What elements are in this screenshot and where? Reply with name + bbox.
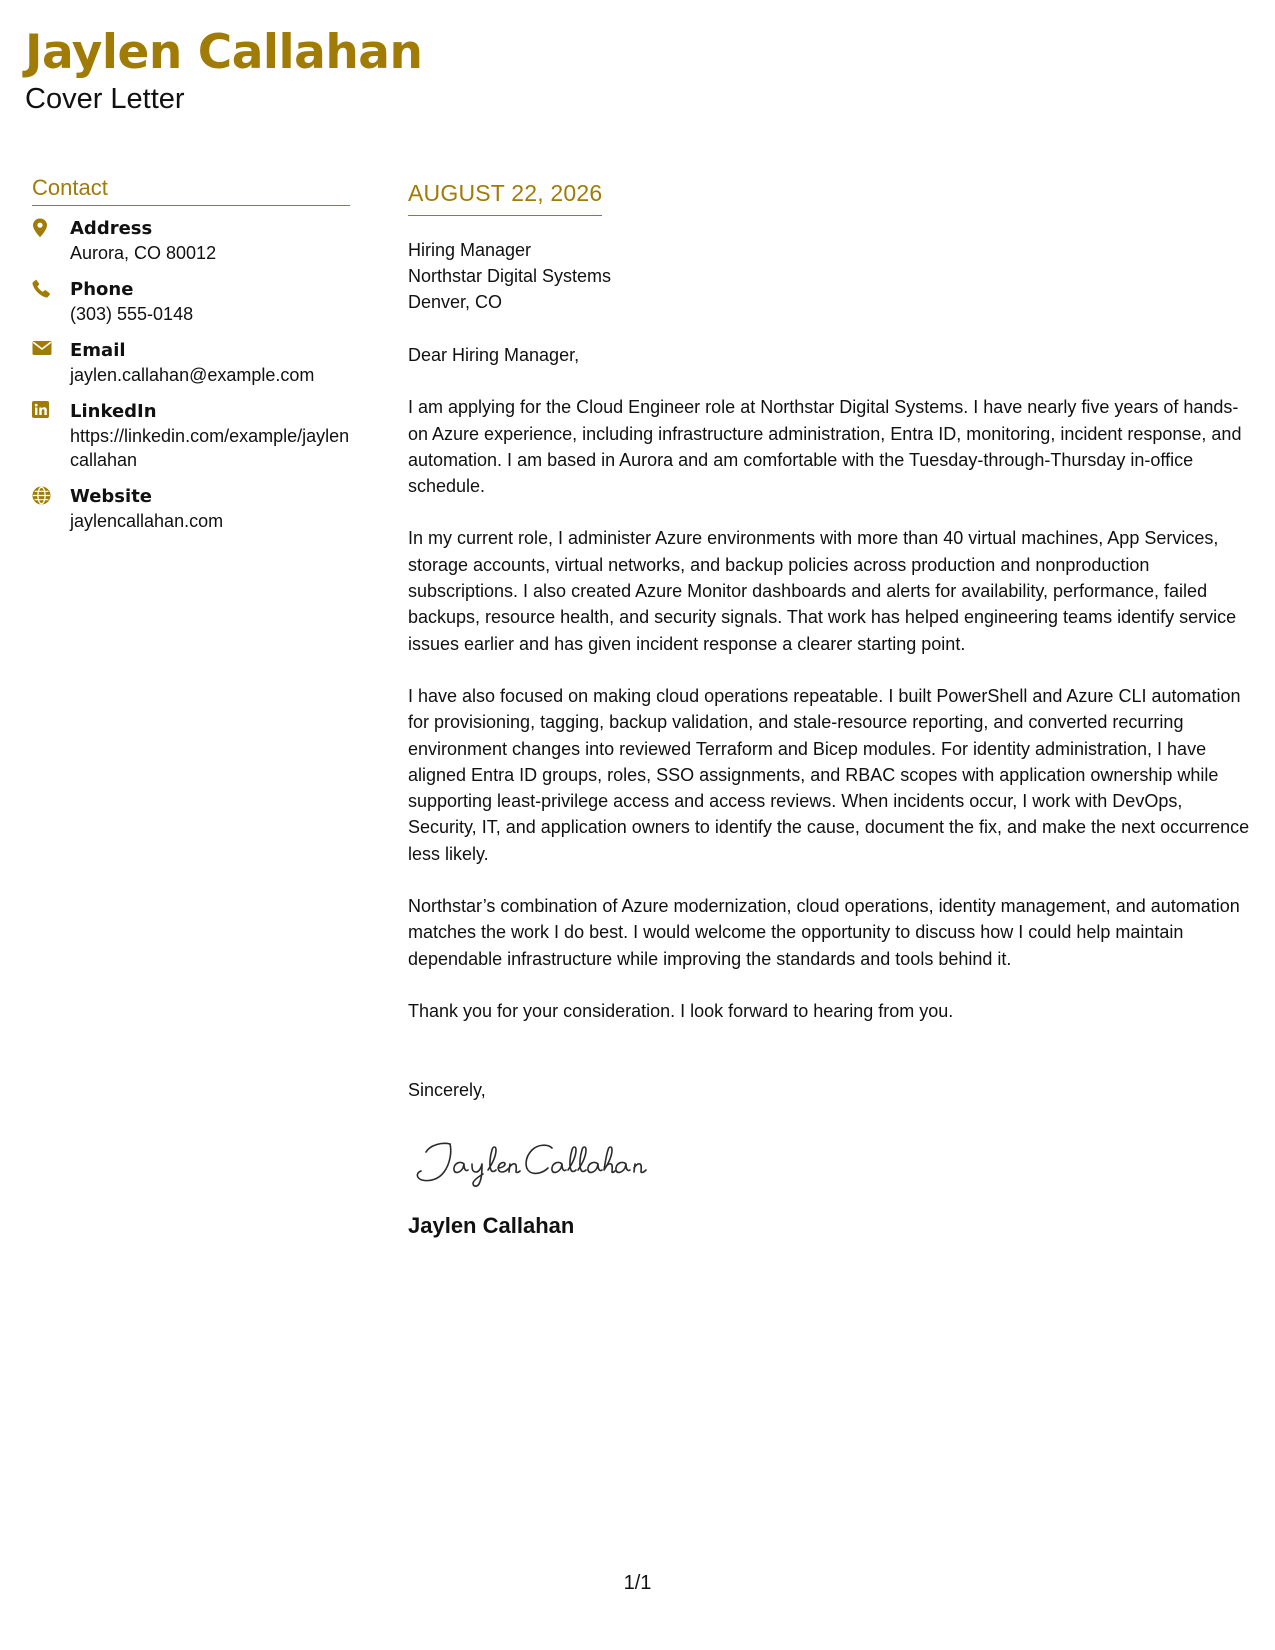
- letter-paragraph: Thank you for your consideration. I look forward to hearing from you.: [408, 1000, 954, 1021]
- contact-item-email: [32, 338, 350, 387]
- email-value[interactable]: jaylen.callahan@example.com: [70, 365, 315, 385]
- closing: Sincerely,: [408, 1080, 486, 1101]
- linkedin-label: LinkedIn: [70, 401, 157, 422]
- contact-item-address: [32, 216, 350, 265]
- recipient-line: Northstar Digital Systems: [408, 266, 612, 286]
- letter-paragraph: In my current role, I administer Azure environments with more than 40 virtual machines, App Services, storage accounts, virtual networks, and backup policies across production and nonproduction subscriptions. I also created Azure Monitor dashboards and alerts for availability, performance, failed backups, resource health, and security signals. That work has helped engineering teams identify service issues earlier and has given incident response a clearer starting point.: [408, 528, 1237, 654]
- applicant-name: Jaylen Callahan: [25, 25, 423, 80]
- contact-sidebar: [32, 175, 350, 545]
- email-icon: [32, 338, 70, 356]
- website-label: Website: [70, 486, 153, 507]
- letter-body: [408, 180, 1253, 1239]
- contact-item-website: [32, 484, 350, 533]
- globe-icon: [32, 484, 70, 505]
- salutation: Dear Hiring Manager,: [408, 345, 580, 365]
- email-label: Email: [70, 340, 126, 361]
- address-label: Address: [70, 218, 153, 239]
- recipient-line: Hiring Manager: [408, 240, 532, 260]
- phone-icon: [32, 277, 70, 298]
- page-number: 1/1: [623, 1572, 652, 1594]
- linkedin-value[interactable]: https://linkedin.com/example/jaylencallahan: [70, 426, 350, 470]
- letter-paragraph: I have also focused on making cloud operations repeatable. I built PowerShell and Azure CLI automation for provisioning, tagging, backup validation, and stale-resource reporting, and converted recurring environment changes into reviewed Terraform and Bicep modules. For identity administration, I have aligned Entra ID groups, roles, SSO assignments, and RBAC scopes with application ownership while supporting least-privilege access and access reviews. When incidents occur, I work with DevOps, Security, IT, and application owners to identify the cause, document the fix, and make the next occurrence less likely.: [408, 685, 1250, 864]
- recipient-line: Denver, CO: [408, 292, 503, 312]
- phone-label: Phone: [70, 279, 134, 300]
- map-pin-icon: [32, 216, 70, 238]
- letter-paragraph: I am applying for the Cloud Engineer role at Northstar Digital Systems. I have nearly five years of hands-on Azure experience, including infrastructure administration, Entra ID, monitoring, incident response, and automation. I am based in Aurora and am comfortable with the Tuesday-through-Thursday in-office schedule.: [408, 397, 1242, 497]
- signer-name: Jaylen Callahan: [408, 1212, 575, 1238]
- contact-item-linkedin: [32, 399, 350, 472]
- letter-header: [25, 24, 423, 116]
- contact-section-title: Contact: [32, 175, 350, 206]
- letter-date: AUGUST 22, 2026: [408, 180, 602, 216]
- address-value: Aurora, CO 80012: [70, 243, 217, 263]
- recipient-block: [408, 237, 1253, 315]
- handwritten-signature: [412, 1134, 672, 1190]
- contact-item-phone: [32, 277, 350, 326]
- phone-value: (303) 555-0148: [70, 304, 194, 324]
- website-value[interactable]: jaylencallahan.com: [70, 511, 224, 531]
- linkedin-icon: [32, 399, 70, 418]
- letter-paragraph: Northstar’s combination of Azure modernization, cloud operations, identity management, and automation matches the work I do best. I would welcome the opportunity to discuss how I could help maintain dependable infrastructure while improving the standards and tools behind it.: [408, 896, 1240, 969]
- document-type: Cover Letter: [25, 83, 185, 115]
